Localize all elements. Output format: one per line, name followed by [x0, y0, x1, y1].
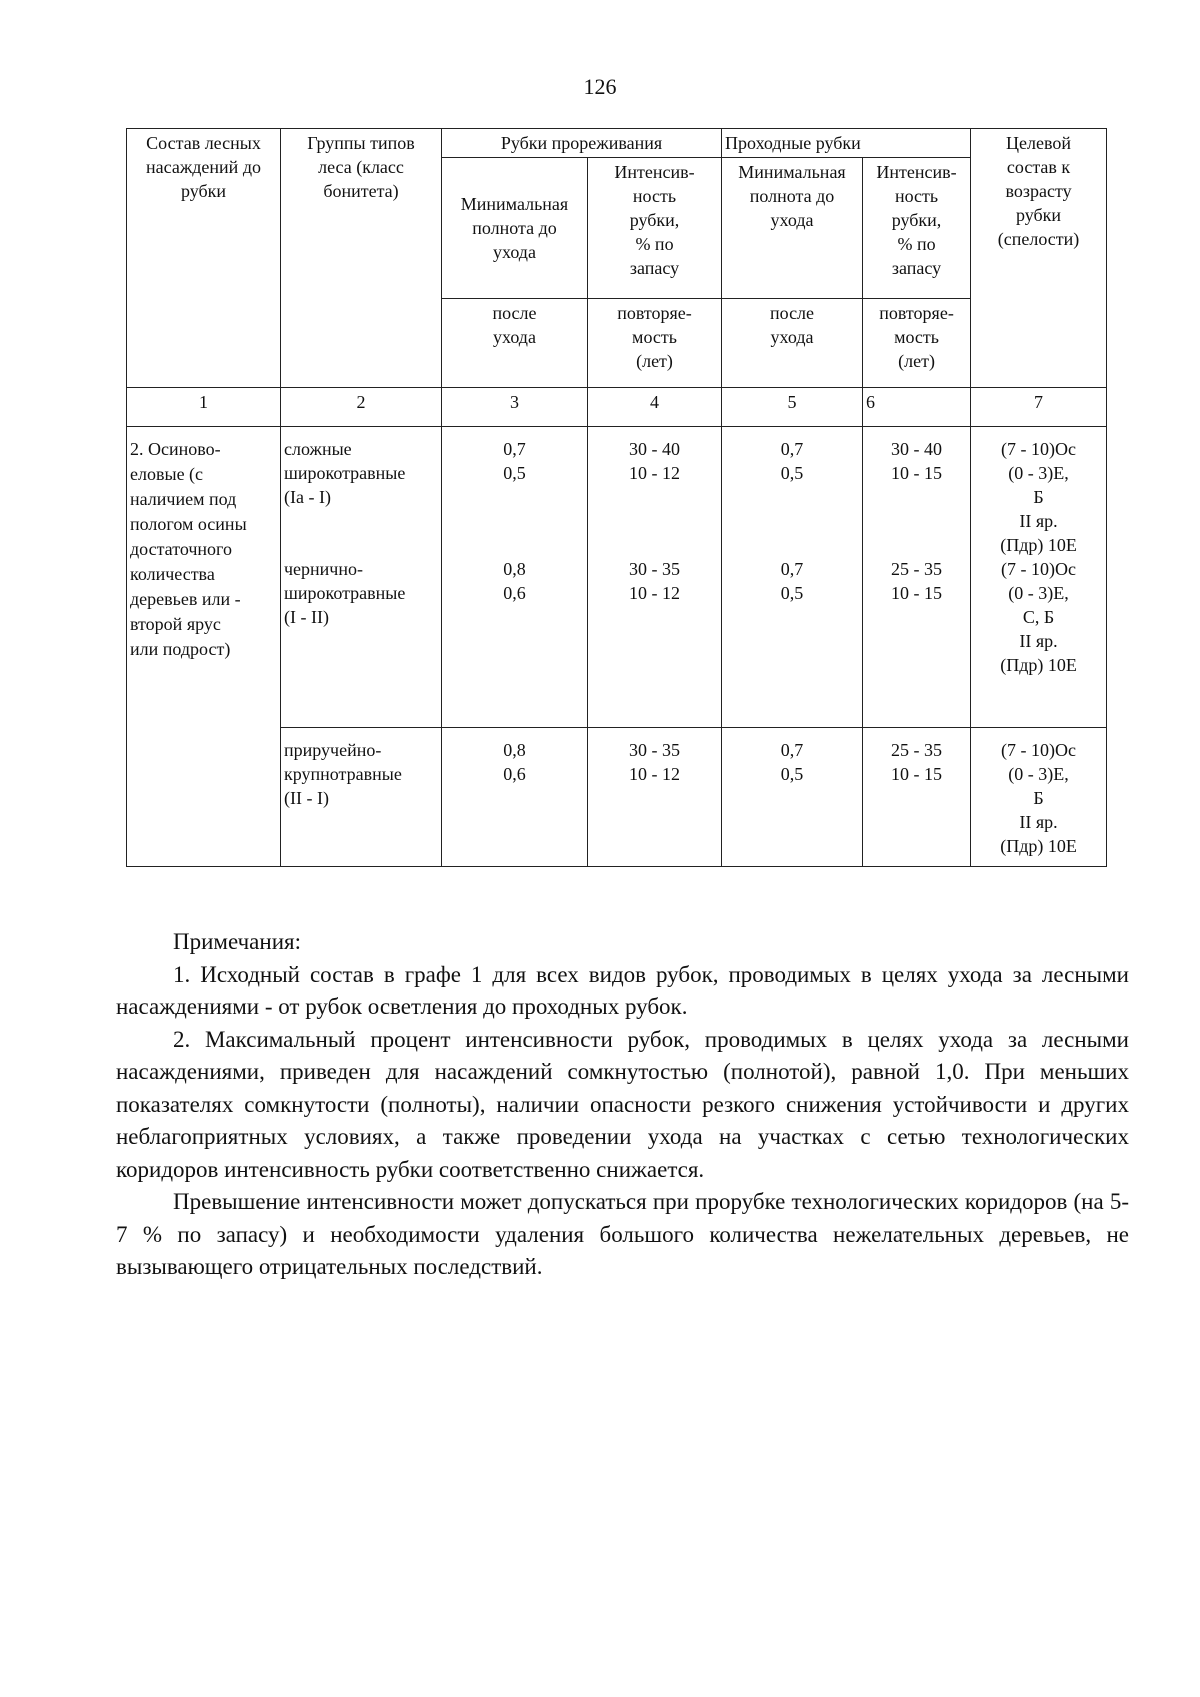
column-number: 3: [442, 388, 588, 427]
forest-group-cell: сложные широкотравные (Ia - I) чернично- широкотравные (I - II): [281, 427, 442, 728]
thinning-intensity-cell: 30 - 35 10 - 12: [588, 728, 722, 867]
header-forest-groups: Группы типов леса (класс бонитета): [281, 129, 442, 388]
column-numbers-row: [127, 388, 1107, 427]
header-thinning: Рубки прореживания: [442, 129, 722, 158]
header-repeatability-1: повторяе- мость (лет): [588, 299, 722, 388]
passage-intensity-cell: 30 - 40 10 - 15 25 - 35 10 - 15: [863, 427, 971, 728]
header-target-composition: Целевой состав к возрасту рубки (спелости): [971, 129, 1107, 388]
header-thinning-min-density: Минимальная полнота до ухода: [442, 158, 588, 299]
header-after-care-1: после ухода: [442, 299, 588, 388]
target-composition-cell: (7 - 10)Ос (0 - 3)Е, Б II яр. (Пдр) 10Е: [971, 728, 1107, 867]
passage-density-cell: 0,7 0,5 0,7 0,5: [722, 427, 863, 728]
column-number: 1: [127, 388, 281, 427]
header-repeatability-2: повторяе- мость (лет): [863, 299, 971, 388]
forest-care-table: [126, 128, 1107, 867]
column-number: 4: [588, 388, 722, 427]
composition-cell: 2. Осиново- еловые (с наличием под пологом осины достаточного количества деревьев или - второй ярус или подрост): [127, 427, 281, 867]
thinning-intensity-cell: 30 - 40 10 - 12 30 - 35 10 - 12: [588, 427, 722, 728]
header-after-care-2: после ухода: [722, 299, 863, 388]
thinning-density-cell: 0,7 0,5 0,8 0,6: [442, 427, 588, 728]
page-number: 126: [583, 74, 617, 99]
note-3: Превышение интенсивности может допускаться при прорубке технологических коридоров (на 5-7 % по запасу) и необходимости удаления большого количества нежелательных деревьев, не вызывающего отрицательных последствий.: [116, 1189, 1129, 1279]
thinning-density-cell: 0,8 0,6: [442, 728, 588, 867]
notes-title: Примечания:: [173, 929, 301, 954]
passage-density-cell: 0,7 0,5: [722, 728, 863, 867]
forest-group-cell: приручейно- крупнотравные (II - I): [281, 728, 442, 867]
note-2: 2. Максимальный процент интенсивности рубок, проводимых в целях ухода за лесными насаждениями, приведен для насаждений сомкнутостью (полнотой), равной 1,0. При меньших показателях сомкнутости (полноты), наличии опасности резкого снижения устойчивости и других неблагоприятных условиях, а также проведении ухода на участках с сетью технологических коридоров интенсивность рубки соответственно снижается.: [116, 1026, 1129, 1182]
column-number: 2: [281, 388, 442, 427]
header-passage-cuttings: Проходные рубки: [722, 129, 971, 158]
header-thinning-intensity: Интенсив- ность рубки, % по запасу: [588, 158, 722, 299]
table-row: [127, 427, 1107, 728]
target-composition-cell: (7 - 10)Ос (0 - 3)Е, Б II яр. (Пдр) 10Е (7 - 10)Ос (0 - 3)Е, С, Б II яр. (Пдр) 10Е: [971, 427, 1107, 728]
column-number: 6: [863, 388, 971, 427]
header-passage-intensity: Интенсив- ность рубки, % по запасу: [863, 158, 971, 299]
note-1: 1. Исходный состав в графе 1 для всех видов рубок, проводимых в целях ухода за лесными насаждениями - от рубок осветления до проходных рубок.: [116, 961, 1129, 1019]
header-composition: Состав лесных насаждений до рубки: [127, 129, 281, 388]
passage-intensity-cell: 25 - 35 10 - 15: [863, 728, 971, 867]
notes-section: [116, 926, 1129, 1284]
column-number: 5: [722, 388, 863, 427]
column-number: 7: [971, 388, 1107, 427]
header-passage-min-density: Минимальная полнота до ухода: [722, 158, 863, 299]
